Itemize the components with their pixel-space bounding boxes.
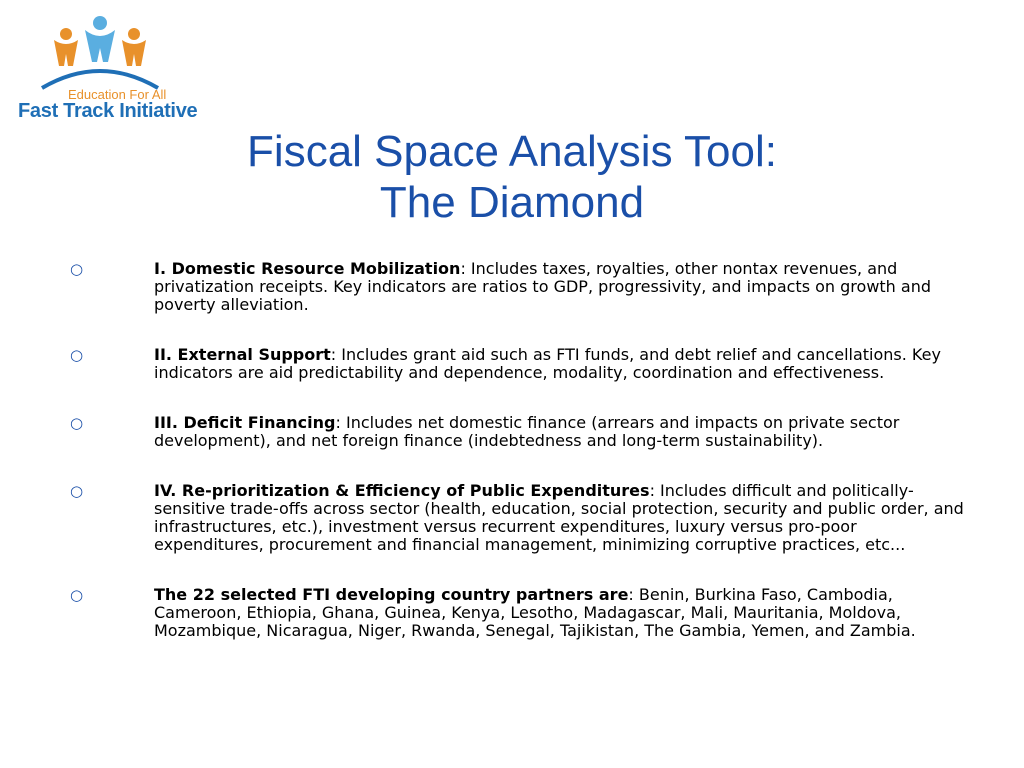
slide-title-line2: The Diamond (379, 178, 645, 227)
logo-name: Fast Track Initiative (18, 100, 198, 122)
slide-title (0, 126, 1024, 228)
bullet-heading: II. External Support (154, 345, 331, 364)
bullet-item-deficit-financing (70, 414, 970, 450)
bullet-item-country-partners (70, 586, 970, 640)
bullet-circle-icon: ○ (70, 414, 84, 432)
bullet-item-external-support (70, 346, 970, 382)
bullet-item-domestic-resource-mobilization (70, 260, 970, 314)
logo-tagline: Education For All (68, 87, 167, 102)
bullet-list (70, 260, 970, 672)
bullet-circle-icon: ○ (70, 482, 84, 500)
bullet-heading: I. Domestic Resource Mobilization (154, 259, 461, 278)
bullet-text: : Includes net domestic finance (arrears and impacts on private sector development), and net foreign finance (indebtedness and long-term sustainability). (154, 413, 900, 450)
bullet-text: : Includes grant aid such as FTI funds, and debt relief and cancellations. Key indicators are aid predictability and dependence, modality, coordination and effectiveness. (154, 345, 941, 382)
bullet-item-reprioritization-efficiency (70, 482, 970, 554)
bullet-heading: III. Deficit Financing (154, 413, 336, 432)
bullet-circle-icon: ○ (70, 260, 84, 278)
children-figures-icon (40, 14, 160, 92)
bullet-heading: The 22 selected FTI developing country partners are (154, 585, 629, 604)
slide-title-line1: Fiscal Space Analysis Tool: (247, 127, 777, 176)
efa-fti-logo (18, 14, 200, 124)
bullet-text: : Includes taxes, royalties, other nontax revenues, and privatization receipts. Key indicators are ratios to GDP, progressivity, and impacts on growth and poverty alleviation. (154, 259, 931, 314)
bullet-circle-icon: ○ (70, 346, 84, 364)
bullet-circle-icon: ○ (70, 586, 84, 604)
bullet-heading: IV. Re-prioritization & Efficiency of Public Expenditures (154, 481, 650, 500)
bullet-text: : Benin, Burkina Faso, Cambodia, Cameroon, Ethiopia, Ghana, Guinea, Kenya, Lesotho, Madagascar, Mali, Mauritania, Moldova, Mozambique, Nicaragua, Niger, Rwanda, Senegal, Tajikistan, The Gambia, Yemen, and Zambia. (154, 585, 916, 640)
bullet-text: : Includes difficult and politically-sensitive trade-offs across sector (health, education, social protection, security and public order, and infrastructures, etc.), investment versus recurrent expenditures, luxury versus pro-poor expenditures, procurement and financial management, minimizing corruptive practices, etc... (154, 481, 964, 554)
